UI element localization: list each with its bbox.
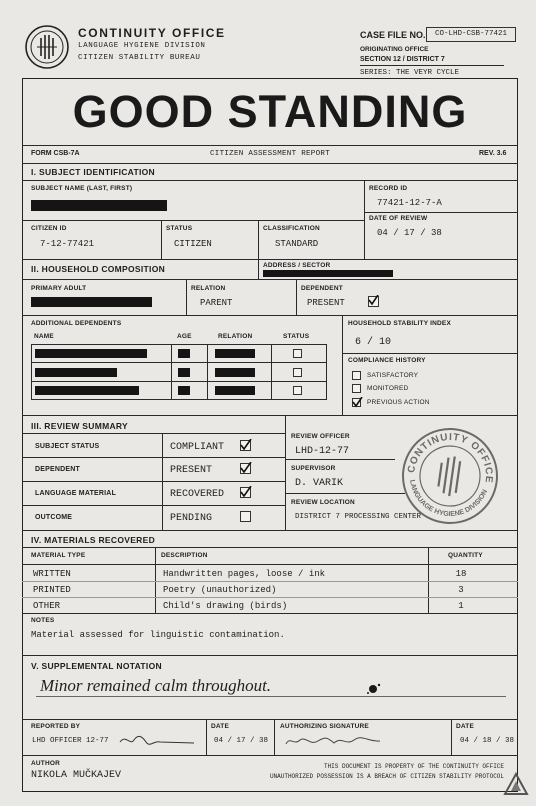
review-officer-label: REVIEW OFFICER [291, 433, 350, 440]
notes-label: NOTES [31, 617, 55, 624]
bureau-name: CITIZEN STABILITY BUREAU [78, 54, 201, 62]
status-value: CITIZEN [174, 239, 212, 249]
satisfactory-checkbox[interactable] [352, 371, 361, 380]
originating-office-value: SECTION 12 / DISTRICT 7 [360, 56, 445, 63]
redacted-dependent-age [178, 368, 190, 377]
supervisor-value: D. VARIK [295, 478, 344, 489]
authorizing-signature [284, 732, 394, 750]
monitored-label: MONITORED [367, 385, 409, 392]
office-seal-icon [24, 24, 70, 70]
citizen-id-value: 7-12-77421 [40, 239, 95, 249]
date-label-2: DATE [456, 723, 475, 730]
material-type: OTHER [33, 601, 61, 611]
col-description: DESCRIPTION [161, 552, 208, 559]
review-row-checkbox[interactable] [240, 487, 251, 498]
property-notice: THIS DOCUMENT IS PROPERTY OF THE CONTINUITY OFFICE [323, 763, 504, 770]
classification-label: CLASSIFICATION [263, 225, 320, 232]
author-label: AUTHOR [31, 760, 61, 767]
review-row-checkbox[interactable] [240, 463, 251, 474]
section-4-heading: IV. MATERIALS RECOVERED [31, 535, 156, 545]
authorizing-signature-label: AUTHORIZING SIGNATURE [280, 723, 369, 730]
dependents-table [31, 332, 327, 400]
form-id: FORM CSB-7A [31, 150, 80, 157]
review-row-label: SUBJECT STATUS [35, 443, 100, 450]
date-of-review-label: DATE OF REVIEW [369, 215, 428, 222]
review-row-label: OUTCOME [35, 514, 73, 521]
notes-value: Material assessed for linguistic contamination. [31, 630, 285, 640]
breach-notice: UNAUTHORIZED POSSESSION IS A BREACH OF CITIZEN STABILITY PROTOCOL [269, 773, 504, 780]
subject-name-label: SUBJECT NAME (LAST, FIRST) [31, 185, 133, 192]
dependent-value: PRESENT [307, 298, 345, 308]
primary-adult-label: PRIMARY ADULT [31, 285, 87, 292]
redacted-subject-name [31, 200, 167, 211]
col-quantity: QUANTITY [448, 552, 483, 559]
svg-text:LANGUAGE HYGIENE DIVISION [404, 478, 490, 523]
stamp-bottom-text: LANGUAGE HYGIENE DIVISION [408, 479, 490, 519]
review-location-label: REVIEW LOCATION [291, 499, 355, 506]
classification-value: STANDARD [275, 239, 319, 249]
review-row-value: COMPLIANT [170, 442, 225, 453]
relation-label: RELATION [191, 285, 226, 292]
case-file-label: CASE FILE NO. [360, 30, 426, 40]
office-stamp [394, 420, 507, 533]
redacted-dependent-relation [215, 349, 255, 358]
col-relation: RELATION [218, 333, 253, 340]
report-title: CITIZEN ASSESSMENT REPORT [209, 150, 331, 158]
corner-mark-icon [503, 772, 529, 796]
previous-action-checkbox[interactable] [352, 398, 361, 407]
monitored-checkbox[interactable] [352, 384, 361, 393]
date-label-1: DATE [211, 723, 230, 730]
supervisor-label: SUPERVISOR [291, 465, 336, 472]
series-label: SERIES: THE VEYR CYCLE [360, 69, 460, 77]
dependent-status-checkbox[interactable] [293, 349, 302, 358]
address-label: ADDRESS / SECTOR [263, 262, 331, 269]
material-type: PRINTED [33, 585, 71, 595]
record-id-label: RECORD ID [369, 185, 408, 192]
revision: REV. 3.6 [479, 150, 507, 157]
date-of-review-value: 04 / 17 / 38 [377, 228, 442, 238]
material-type: WRITTEN [33, 569, 71, 579]
section-2-heading: II. HOUSEHOLD COMPOSITION [31, 264, 166, 274]
status-label: STATUS [166, 225, 193, 232]
material-quantity: 18 [455, 569, 467, 579]
redacted-dependent-name [35, 349, 147, 358]
satisfactory-label: SATISFACTORY [367, 372, 419, 379]
reported-by-value: LHD OFFICER 12-77 [32, 737, 109, 745]
redacted-dependent-age [178, 386, 190, 395]
record-id-value: 77421-12-7-A [377, 198, 442, 208]
review-row-value: PENDING [170, 513, 213, 524]
redacted-primary-adult [31, 297, 152, 307]
section-5-heading: V. SUPPLEMENTAL NOTATION [31, 661, 162, 671]
outcome-checkbox[interactable] [240, 511, 251, 522]
compliance-history-label: COMPLIANCE HISTORY [348, 357, 426, 364]
section-3-heading: III. REVIEW SUMMARY [31, 421, 129, 431]
redacted-dependent-relation [215, 368, 255, 377]
handwritten-notation: Minor remained calm throughout. [40, 676, 272, 695]
col-status: STATUS [283, 333, 310, 340]
reporter-signature [118, 732, 196, 748]
col-material-type: MATERIAL TYPE [31, 552, 86, 559]
dependent-status-checkbox[interactable] [293, 368, 302, 377]
material-quantity: 1 [458, 601, 464, 611]
redacted-dependent-name [35, 368, 117, 377]
additional-dependents-label: ADDITIONAL DEPENDENTS [31, 320, 122, 327]
document-title: GOOD STANDING [72, 86, 468, 137]
col-age: AGE [177, 333, 192, 340]
col-name: NAME [34, 333, 54, 340]
material-description: Poetry (unauthorized) [163, 585, 277, 595]
material-description: Handwritten pages, loose / ink [163, 569, 326, 579]
redacted-dependent-relation [215, 386, 255, 395]
division-name: LANGUAGE HYGIENE DIVISION [78, 42, 206, 50]
stability-index-value: 6 / 10 [355, 337, 392, 348]
relation-value: PARENT [200, 298, 233, 308]
previous-action-label: PREVIOUS ACTION [367, 399, 430, 406]
stamp-top-text: CONTINUITY OFFICE [406, 431, 495, 485]
redacted-address [263, 270, 393, 277]
review-row-label: LANGUAGE MATERIAL [35, 490, 117, 497]
stability-index-label: HOUSEHOLD STABILITY INDEX [348, 320, 451, 327]
redacted-dependent-age [178, 349, 190, 358]
author-name: NIKOLA MUČKAJEV [31, 770, 122, 781]
org-name: CONTINUITY OFFICE [78, 26, 226, 40]
originating-office-label: ORIGINATING OFFICE [360, 46, 429, 53]
citizen-id-label: CITIZEN ID [31, 225, 67, 232]
review-row-value: PRESENT [170, 465, 213, 476]
dependent-checkbox[interactable] [368, 296, 379, 307]
material-quantity: 3 [458, 585, 464, 595]
authorization-date: 04 / 18 / 38 [460, 737, 515, 745]
review-row-checkbox[interactable] [240, 440, 251, 451]
case-file-number: CO-LHD-CSB-77421 [426, 27, 516, 42]
review-row-value: RECOVERED [170, 489, 225, 500]
reported-by-label: REPORTED BY [31, 723, 81, 730]
ink-blot [366, 682, 382, 696]
dependent-label: DEPENDENT [301, 285, 343, 292]
material-description: Child's drawing (birds) [163, 601, 288, 611]
review-row-label: DEPENDENT [35, 466, 80, 473]
review-officer-value: LHD-12-77 [295, 446, 350, 457]
report-date: 04 / 17 / 38 [214, 737, 269, 745]
redacted-dependent-name [35, 386, 139, 395]
review-location-value: DISTRICT 7 PROCESSING CENTER [295, 513, 422, 521]
section-1-heading: I. SUBJECT IDENTIFICATION [31, 167, 155, 177]
dependent-status-checkbox[interactable] [293, 386, 302, 395]
